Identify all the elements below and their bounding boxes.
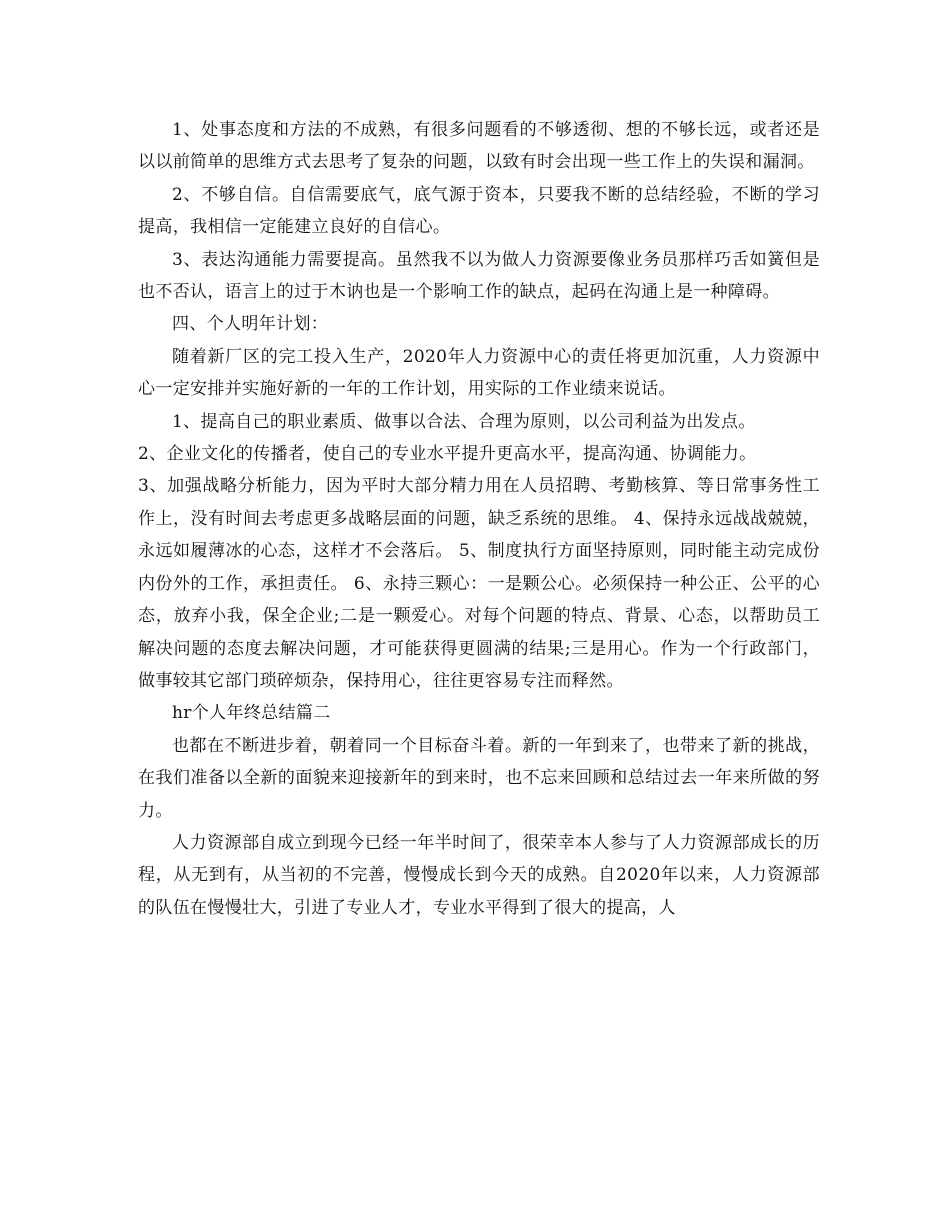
paragraph-plan-1: 1、提高自己的职业素质、做事以合法、合理为原则，以公司利益为出发点。 — [172, 411, 756, 432]
paragraph-shortcoming-2: 2、不够自信。自信需要底气，底气源于资本，只要我不断的总结经验，不断的学习提高，我相信一定能建立良好的自信心。 — [138, 184, 820, 238]
paragraph-hr-department: 人力资源部自成立到现今已经一年半时间了，很荣幸本人参与了人力资源部成长的历程，从无到有，从当初的不完善，慢慢成长到今天的成熟。自2020年以来，人力资源部的队伍在慢慢壮大，引进了专业人才，专业水平得到了很大的提高，人 — [138, 832, 820, 918]
paragraph-plan-3-to-6: 3、加强战略分析能力，因为平时大部分精力用在人员招聘、考勤核算、等日常事务性工作上，没有时间去考虑更多战略层面的问题，缺乏系统的思维。 4、保持永远战战兢兢，永远如履薄冰的心态，这样才不会落后。 5、制度执行方面坚持原则，同时能主动完成份内份外的工作，承担责任。 6、永持三颗心：一是颗公心。必须保持一种公正、公平的心态，放弃小我，保全企业;二是一颗爱心。对每个问题的特点、背景、心态，以帮助员工解决问题的态度去解决问题，才可能获得更圆满的结果;三是用心。作为一个行政部门，做事较其它部门琐碎烦杂，保持用心，往往更容易专注而释然。 — [138, 476, 820, 691]
paragraph-shortcoming-1: 1、处事态度和方法的不成熟，有很多问题看的不够透彻、想的不够长远，或者还是以以前简单的思维方式去思考了复杂的问题，以致有时会出现一些工作上的失误和漏洞。 — [138, 120, 820, 173]
section-heading-part-two: hr个人年终总结篇二 — [172, 703, 331, 724]
paragraph-shortcoming-3: 3、表达沟通能力需要提高。虽然我不以为做人力资源要像业务员那样巧舌如簧但是也不否认，语言上的过于木讷也是一个影响工作的缺点，起码在沟通上是一种障碍。 — [138, 249, 820, 303]
paragraph-plan-intro: 随着新厂区的完工投入生产，2020年人力资源中心的责任将更加沉重，人力资源中心一定安排并实施好新的一年的工作计划，用实际的工作业绩来说话。 — [138, 346, 820, 400]
paragraph-part-two-intro: 也都在不断进步着，朝着同一个目标奋斗着。新的一年到来了，也带来了新的挑战，在我们准备以全新的面貌来迎接新年的到来时，也不忘来回顾和总结过去一年来所做的努力。 — [138, 735, 820, 821]
paragraph-plan-2: 2、企业文化的传播者，使自己的专业水平提升更高水平，提高沟通、协调能力。 — [138, 444, 757, 465]
section-heading-plan: 四、个人明年计划： — [172, 314, 329, 335]
